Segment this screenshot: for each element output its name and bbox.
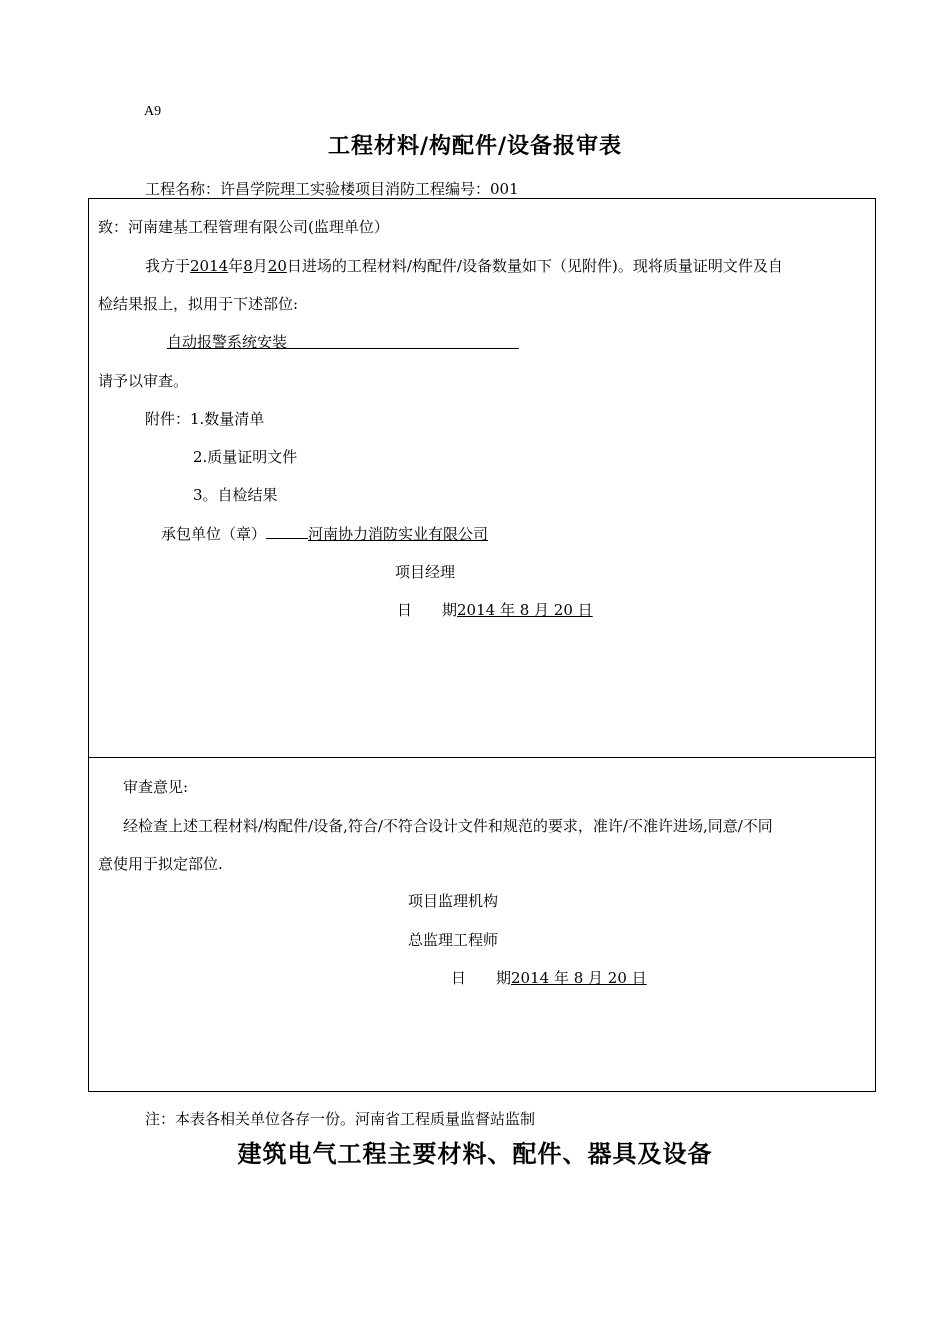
section-divider	[88, 757, 876, 758]
form-title: 工程材料/构配件/设备报审表	[327, 133, 623, 159]
form-code: A9	[144, 104, 162, 119]
entry-day: 20	[267, 257, 287, 275]
entry-month: 8	[243, 257, 253, 275]
next-section-title: 建筑电气工程主要材料、配件、器具及设备	[237, 1139, 713, 1168]
review-date-line	[451, 967, 647, 988]
entry-year: 2014	[190, 257, 229, 275]
submission-date-label: 日 期	[397, 601, 458, 619]
footer-note: 注：本表各相关单位各存一份。河南省工程质量监督站监制	[145, 1110, 536, 1128]
recipient-line: 致：河南建基工程管理有限公司(监理单位）	[98, 218, 389, 236]
contractor-line	[161, 522, 488, 544]
intro-line	[145, 255, 783, 276]
review-heading: 审查意见:	[123, 778, 189, 796]
supervision-org-label: 项目监理机构	[408, 892, 499, 910]
request-line: 请予以审查。	[98, 372, 189, 390]
review-date-label: 日 期	[451, 969, 512, 987]
review-opinion-line-1: 经检查上述工程材料/构配件/设备,符合/不符合设计文件和规范的要求，准许/不准许进场,同意/不同	[123, 817, 773, 835]
review-opinion-line-2: 意使用于拟定部位.	[98, 855, 223, 873]
manager-label: 项目经理	[395, 563, 456, 581]
contractor-name: 河南协力消防实业有限公司	[308, 525, 489, 543]
attachment-2: 2.质量证明文件	[193, 448, 298, 466]
location-value: 自动报警系统安装	[167, 333, 288, 351]
attachment-3: 3。自检结果	[193, 486, 278, 504]
chief-engineer-label: 总监理工程师	[408, 931, 499, 949]
attachment-1: 附件：1.数量清单	[145, 410, 265, 428]
intro-line-2: 检结果报上，拟用于下述部位:	[98, 295, 299, 313]
year-suffix: 年	[228, 257, 244, 275]
location-field	[167, 331, 519, 349]
contractor-blank	[266, 522, 308, 539]
submission-date-line	[397, 599, 593, 620]
project-info: 工程名称：许昌学院理工实验楼项目消防工程编号：001	[145, 180, 519, 198]
month-suffix: 月	[252, 257, 268, 275]
intro-prefix: 我方于	[145, 257, 191, 275]
submission-date-value: 2014 年 8 月 20 日	[457, 601, 593, 619]
review-date-value: 2014 年 8 月 20 日	[511, 969, 647, 987]
intro-rest: 日进场的工程材料/构配件/设备数量如下（见附件)。现将质量证明文件及自	[286, 257, 783, 275]
contractor-label: 承包单位（章）	[161, 525, 267, 543]
